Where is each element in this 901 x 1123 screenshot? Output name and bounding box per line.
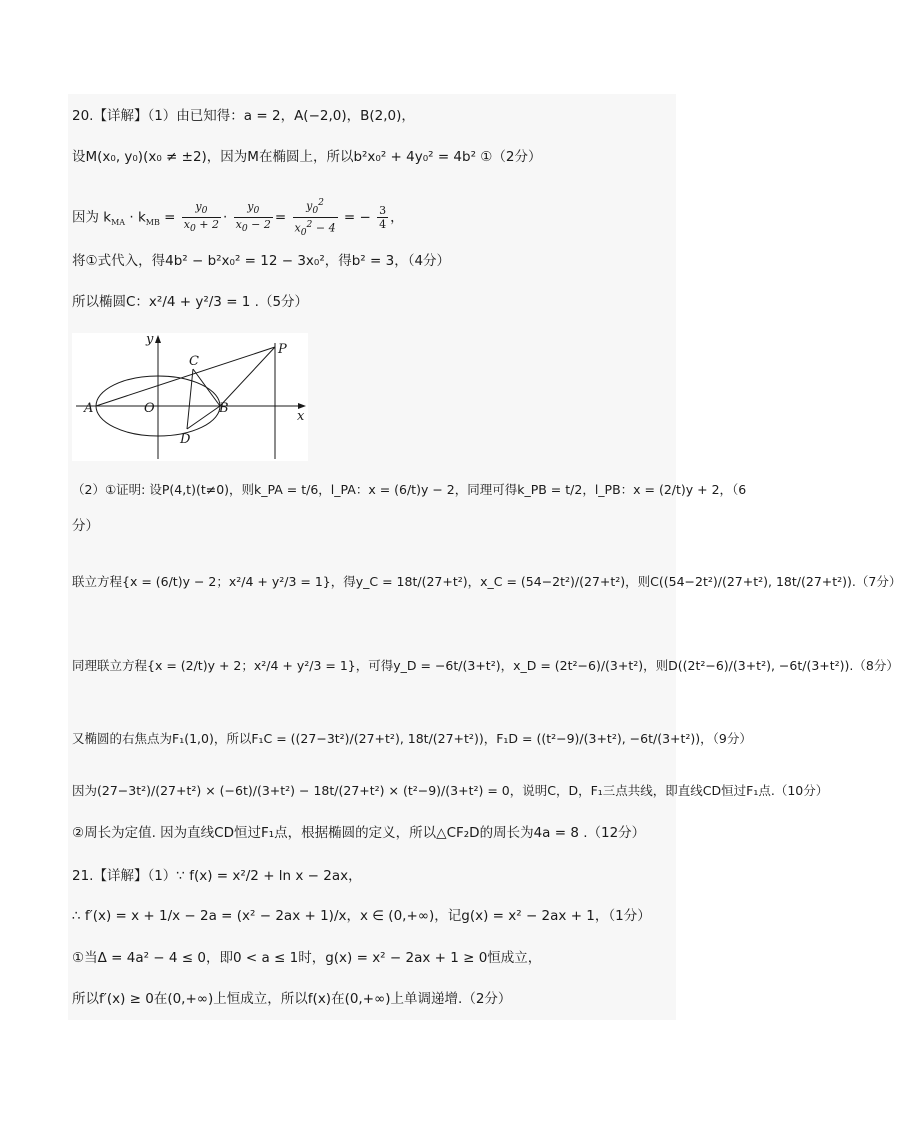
q20-line-10: 又椭圆的右焦点为F₁(1,0)，所以F₁C = ((27−3t²)/(27+t²), 18t/(27+t²))，F₁D = ((t²−9)/(3+t²), −6t/(3+t²))，（9分） bbox=[72, 731, 752, 746]
q20-line-6: （2）①证明: 设P(4,t)(t≠0)，则k_PA = t/6，l_PA：x = (6/t)y − 2，同理可得k_PB = t/2，l_PB：x = (2/t)y + 2，（6 bbox=[72, 482, 747, 497]
label-c: C bbox=[189, 354, 199, 369]
ellipse-diagram bbox=[72, 333, 308, 461]
label-b: B bbox=[219, 401, 229, 416]
label-o: O bbox=[144, 401, 155, 416]
line-cb bbox=[193, 369, 220, 406]
q21-line-2: ∴ f′(x) = x + 1/x − 2a = (x² − 2ax + 1)/x，x ∈ (0,+∞)，记g(x) = x² − 2ax + 1，（1分） bbox=[72, 908, 651, 924]
q21-line-1: 21.【详解】（1）∵ f(x) = x²/2 + ln x − 2ax， bbox=[72, 868, 362, 884]
q20-line-8: 联立方程{x = (6/t)y − 2；x²/4 + y²/3 = 1}，得y_C = 18t/(27+t²)，x_C = (54−2t²)/(27+t²)，则C((54−2t²)/(27+t²), 18t/(27+t²)).（7分） bbox=[72, 574, 901, 589]
label-x: x bbox=[297, 409, 305, 424]
label-d: D bbox=[180, 432, 191, 447]
q20-line-3: 因为 $k_{MA} \cdot k_{MB}$ = $\frac{y_0}{x_0 + 2}$ · $\frac{y_0}{x_0 - 2}$ = $\frac{y_0^2}{x_0^2 - 4}$ = − $\frac{3}{4}$ ， bbox=[72, 197, 404, 238]
q21-line-3: ①当Δ = 4a² − 4 ≤ 0，即0 < a ≤ 1时，g(x) = x² − 2ax + 1 ≥ 0恒成立， bbox=[72, 950, 542, 966]
label-p: P bbox=[278, 342, 287, 357]
q20-line-11: 因为(27−3t²)/(27+t²) × (−6t)/(3+t²) − 18t/(27+t²) × (t²−9)/(3+t²) = 0，说明C，D，F₁三点共线，即直线CD恒过F₁点.（10分） bbox=[72, 783, 829, 798]
q21-line-4: 所以f′(x) ≥ 0在(0,+∞)上恒成立，所以f(x)在(0,+∞)上单调递增.（2分） bbox=[72, 991, 512, 1007]
line-cd bbox=[187, 369, 193, 429]
q20-line-7: 分） bbox=[72, 518, 99, 534]
label-a: A bbox=[84, 401, 94, 416]
q20-line-5: 所以椭圆C：x²/4 + y²/3 = 1 .（5分） bbox=[72, 294, 309, 310]
ellipse-figure bbox=[72, 333, 308, 461]
q20-line-12: ②周长为定值. 因为直线CD恒过F₁点，根据椭圆的定义，所以△CF₂D的周长为4a = 8 .（12分） bbox=[72, 825, 646, 841]
q20-line-4: 将①式代入，得4b² − b²x₀² = 12 − 3x₀²，得b² = 3，（4分） bbox=[72, 253, 451, 269]
q20-line-1: 20.【详解】（1）由已知得：a = 2，A(−2,0)，B(2,0)， bbox=[72, 108, 415, 124]
y-axis-arrow bbox=[155, 335, 161, 343]
q20-line-9: 同理联立方程{x = (2/t)y + 2；x²/4 + y²/3 = 1}，可得y_D = −6t/(3+t²)，x_D = (2t²−6)/(3+t²)，则D((2t²−6)/(3+t²), −6t/(3+t²)).（8分） bbox=[72, 658, 899, 673]
label-y: y bbox=[146, 332, 154, 347]
q20-line-2: 设M(x₀, y₀)(x₀ ≠ ±2)，因为M在椭圆上，所以b²x₀² + 4y₀² = 4b² ①（2分） bbox=[72, 149, 542, 165]
